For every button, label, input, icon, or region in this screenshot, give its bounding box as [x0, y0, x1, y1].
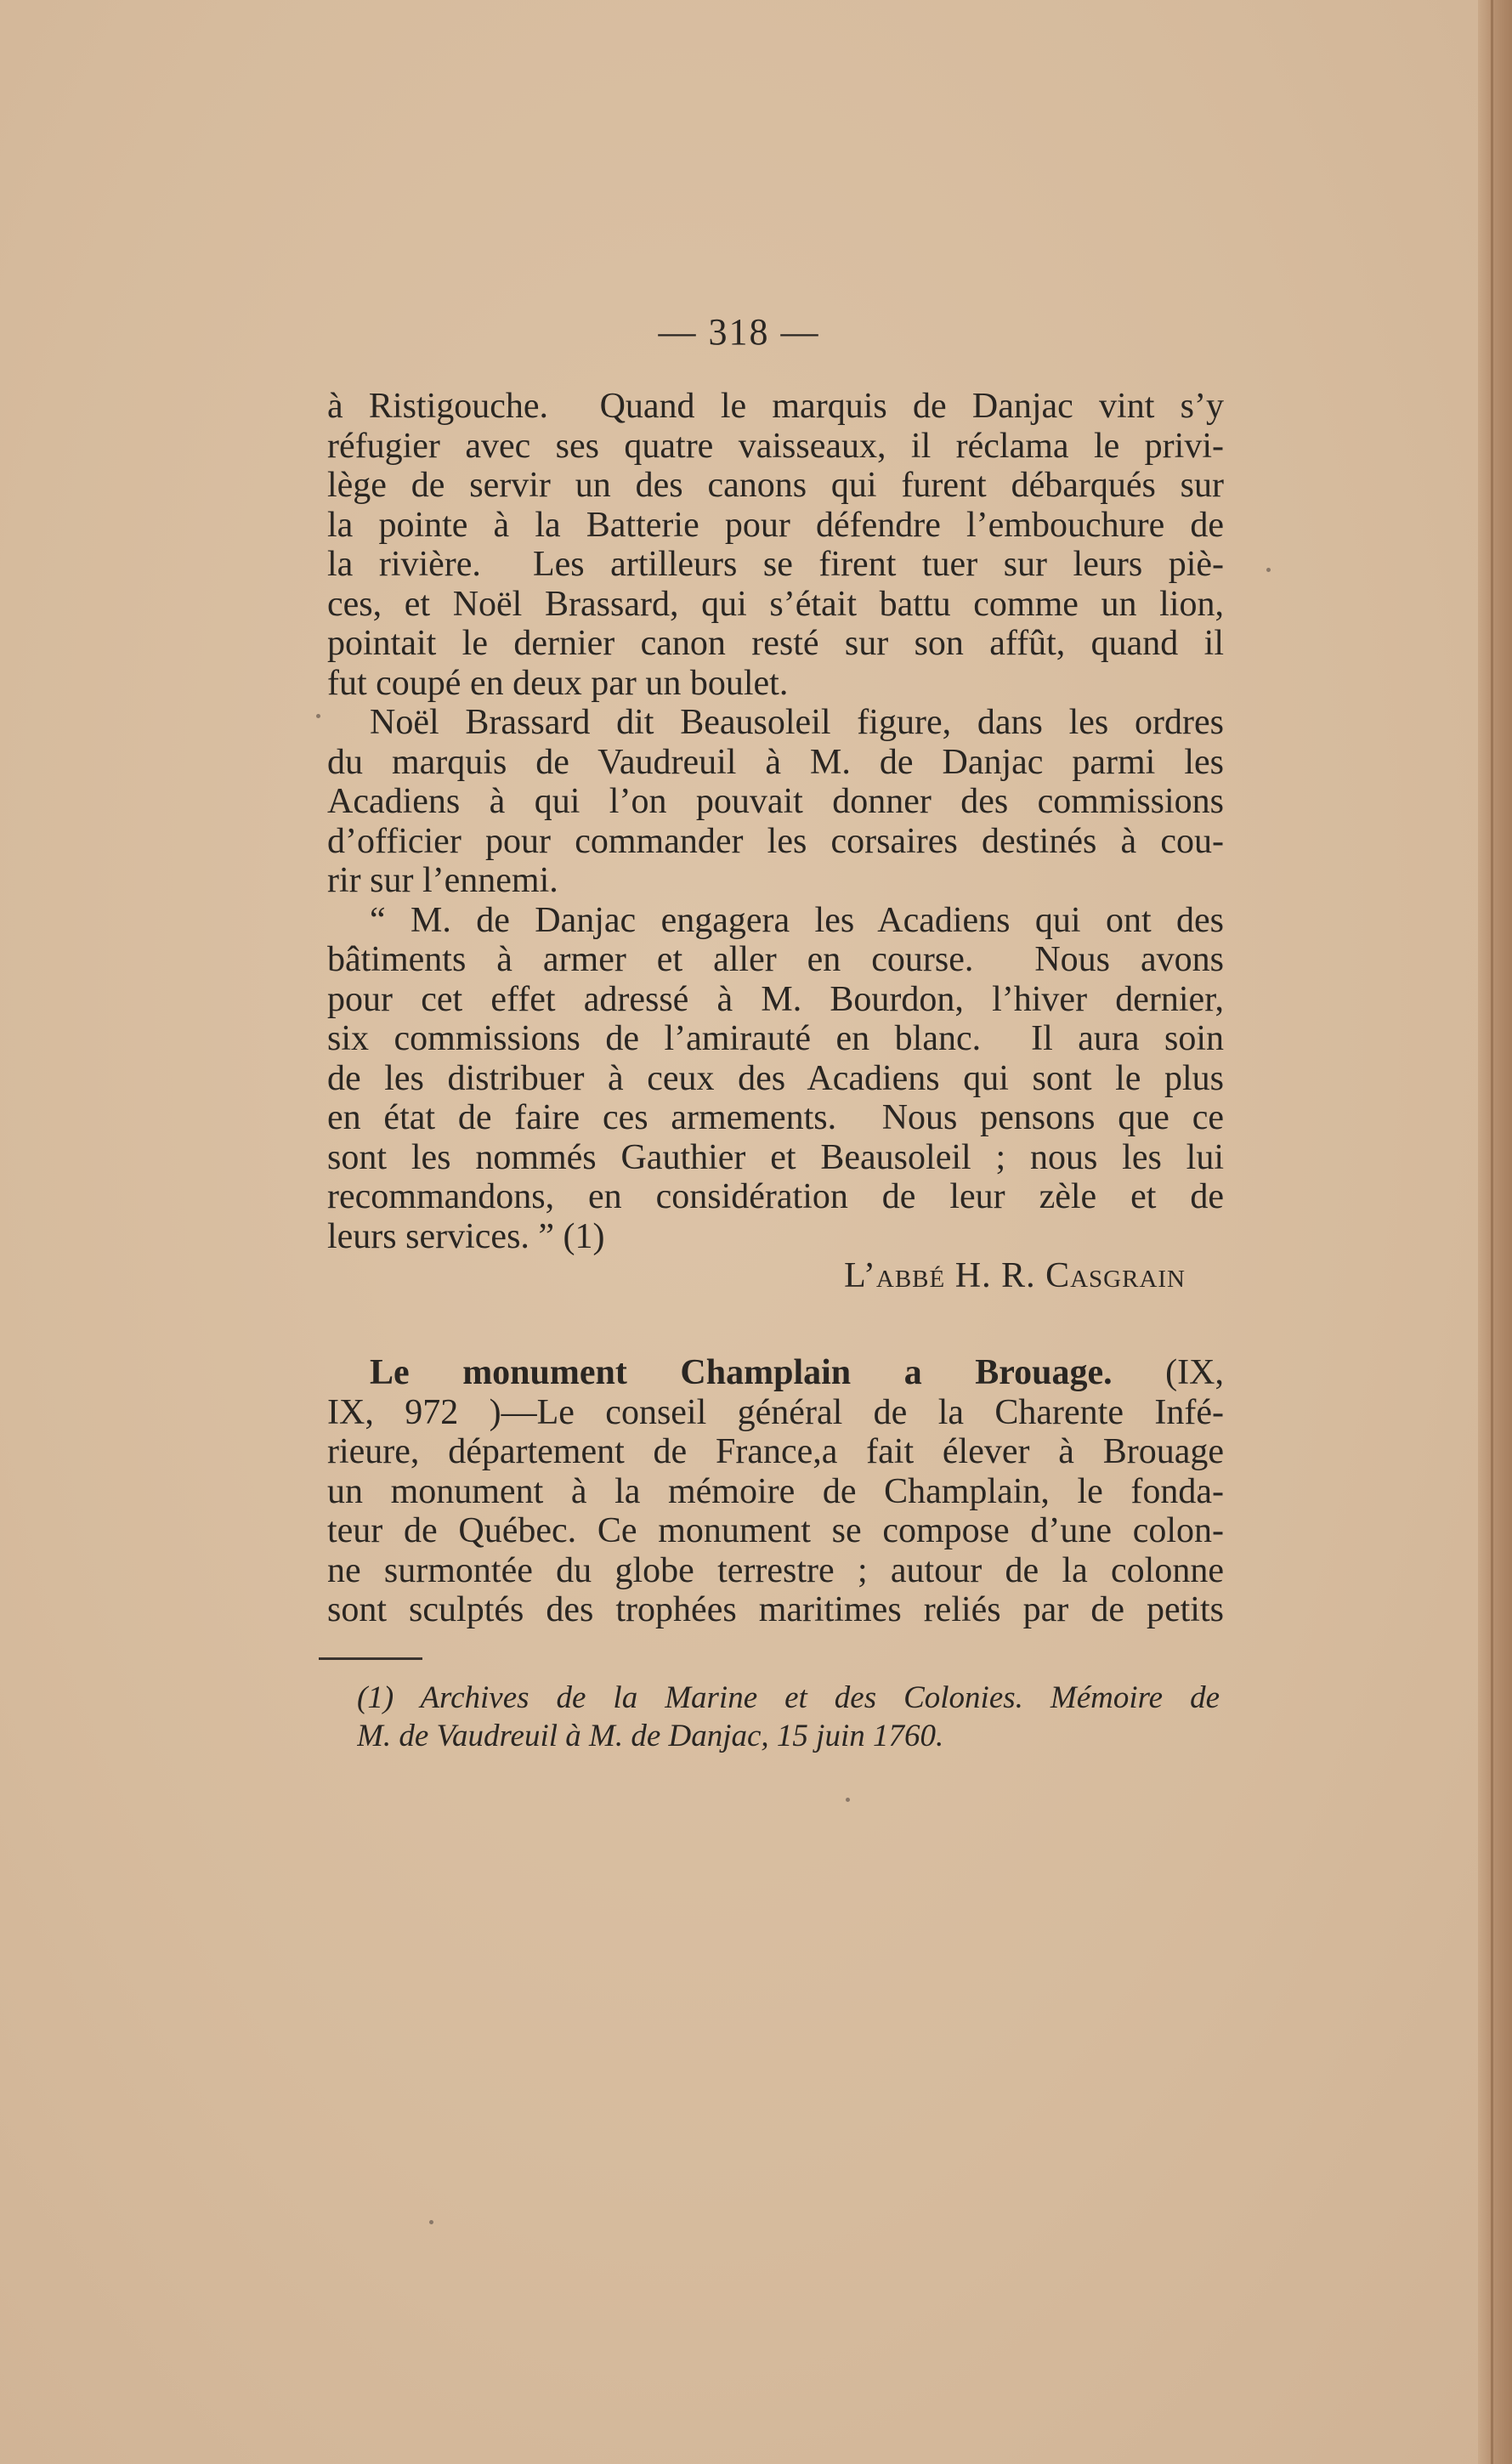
signature: L’abbé H. R. Casgrain — [844, 1256, 1186, 1295]
text-line: à Ristigouche. Quand le marquis de Danjac vint s’y — [327, 387, 1224, 426]
text-line: “ M. de Danjac engagera les Acadiens qui ont des — [370, 900, 1224, 940]
paper-speck — [1266, 568, 1271, 572]
paper-speck — [846, 1798, 850, 1802]
footnote-line: (1) Archives de la Marine et des Colonies. Mémoire de — [357, 1680, 1220, 1715]
text-line: leurs services. ” (1) — [327, 1216, 605, 1256]
text-line: lège de servir un des canons qui furent débarqués sur — [327, 466, 1224, 505]
text-line: rieure, département de France,a fait élever à Brouage — [327, 1432, 1224, 1471]
text-line: Noël Brassard dit Beausoleil figure, dans les ordres — [370, 703, 1224, 742]
footnote-line: M. de Vaudreuil à M. de Danjac, 15 juin 1760. — [357, 1719, 944, 1753]
text-line: teur de Québec. Ce monument se compose d’une colon- — [327, 1511, 1224, 1550]
text-line: de les distribuer à ceux des Acadiens qui sont le plus — [327, 1058, 1224, 1098]
text-line: réfugier avec ses quatre vaisseaux, il réclama le privi- — [327, 426, 1224, 466]
text-line: recommandons, en considération de leur zèle et de — [327, 1177, 1224, 1216]
page-number: — 318 — — [658, 311, 820, 353]
page-edge-line — [1491, 0, 1493, 2464]
paper-speck — [316, 714, 320, 718]
text-line: un monument à la mémoire de Champlain, le fonda- — [327, 1471, 1224, 1511]
text-line: sont sculptés des trophées maritimes reliés par de petits — [327, 1590, 1224, 1629]
text-line: sont les nommés Gauthier et Beausoleil ; nous les lui — [327, 1137, 1224, 1177]
body-text — [327, 387, 1224, 1296]
text-line: en état de faire ces armements. Nous pensons que ce — [327, 1098, 1224, 1137]
text-line: la rivière. Les artilleurs se firent tuer sur leurs piè- — [327, 545, 1224, 584]
text-line: d’officier pour commander les corsaires destinés à cou- — [327, 821, 1224, 861]
text-line: fut coupé en deux par un boulet. — [327, 663, 789, 703]
text-line: bâtiments à armer et aller en course. Nous avons — [327, 940, 1224, 979]
text-line: la pointe à la Batterie pour défendre l’embouchure de — [327, 505, 1224, 545]
text-line: pointait le dernier canon resté sur son affût, quand il — [327, 624, 1224, 663]
section-heading-line — [327, 1353, 1224, 1393]
footnote-rule — [319, 1657, 422, 1660]
section-heading-ref: (IX, — [1112, 1353, 1224, 1392]
text-line: du marquis de Vaudreuil à M. de Danjac parmi les — [327, 742, 1224, 782]
section-text — [327, 1353, 1224, 1630]
text-line: ne surmontée du globe terrestre ; autour de la colonne — [327, 1550, 1224, 1590]
text-line: pour cet effet adressé à M. Bourdon, l’hiver dernier, — [327, 979, 1224, 1019]
section-heading: Le monument Champlain a Brouage. — [370, 1353, 1113, 1392]
footnote — [357, 1679, 1220, 1755]
text-line: rir sur l’ennemi. — [327, 861, 558, 900]
paper-speck — [429, 2220, 433, 2224]
text-line: six commissions de l’amirauté en blanc. Il aura soin — [327, 1019, 1224, 1058]
text-line: IX, 972 )—Le conseil général de la Charente Infé- — [327, 1392, 1224, 1432]
text-line: ces, et Noël Brassard, qui s’était battu comme un lion, — [327, 584, 1224, 624]
page-edge — [1478, 0, 1512, 2464]
text-line: Acadiens à qui l’on pouvait donner des commissions — [327, 782, 1224, 821]
